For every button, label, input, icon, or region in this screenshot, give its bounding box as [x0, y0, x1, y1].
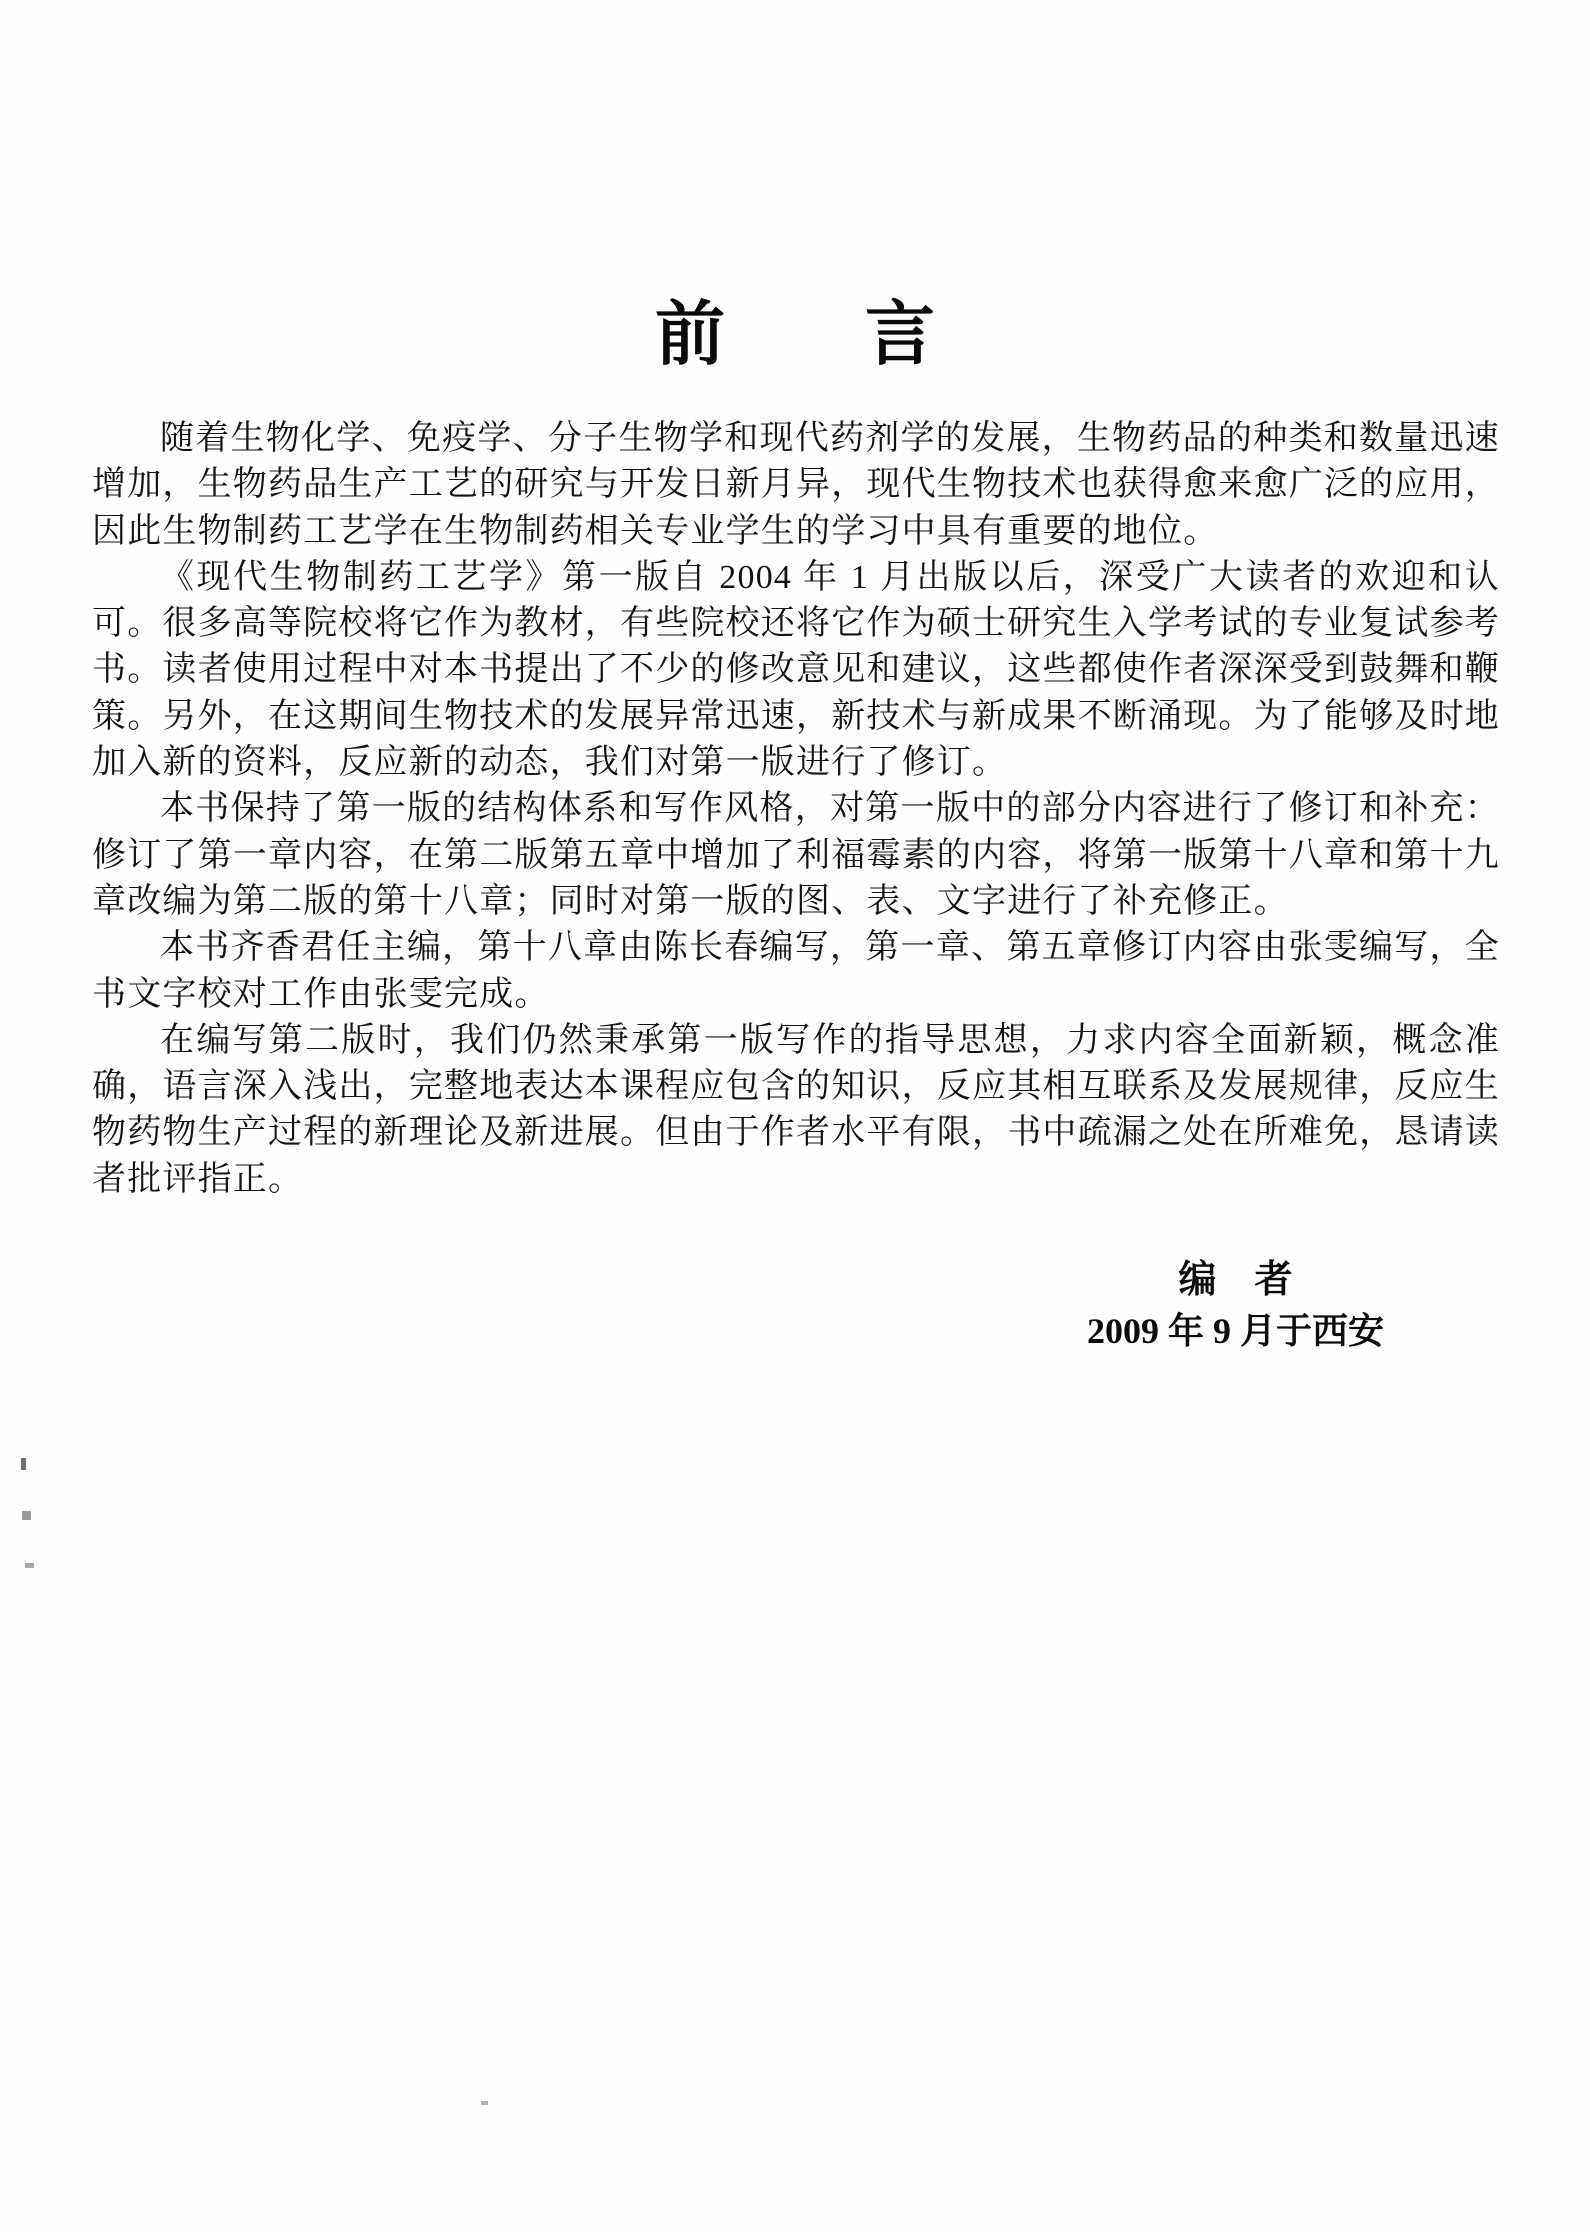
scan-artifact — [22, 1511, 31, 1520]
page-title: 前 言 — [655, 295, 935, 373]
scan-artifact — [25, 1563, 34, 1568]
signature-date: 2009 年 9 月于西安 — [1086, 1311, 1384, 1351]
scan-artifact — [481, 2101, 488, 2105]
paragraph: 随着生物化学、免疫学、分子生物学和现代药剂学的发展，生物药品的种类和数量迅速增加，生物药品生产工艺的研究与开发日新月异，现代生物技术也获得愈来愈广泛的应用，因此生物制药工艺学在生物制药相关专业学生的学习中具有重要的地位。 — [92, 420, 1500, 550]
signature-block — [1087, 1254, 1384, 1356]
paragraph: 本书保持了第一版的结构体系和写作风格，对第一版中的部分内容进行了修订和补充：修订了第一章内容，在第二版第五章中增加了利福霉素的内容，将第一版第十八章和第十九章改编为第二版的第十八章；同时对第一版的图、表、文字进行了补充修正。 — [92, 790, 1500, 920]
paragraph: 在编写第二版时，我们仍然秉承第一版写作的指导思想，力求内容全面新颖，概念准确，语言深入浅出，完整地表达本课程应包含的知识，反应其相互联系及发展规律，反应生物药物生产过程的新理论及新进展。但由于作者水平有限，书中疏漏之处在所难免，恳请读者批评指正。 — [92, 1021, 1500, 1198]
signature-author: 编 者 — [1178, 1259, 1293, 1301]
preface-body — [92, 416, 1500, 1203]
paragraph: 《现代生物制药工艺学》第一版自 2004 年 1 月出版以后，深受广大读者的欢迎和认可。很多高等院校将它作为教材，有些院校还将它作为硕士研究生入学考试的专业复试参考书。读者使用过程中对本书提出了不少的修改意见和建议，这些都使作者深深受到鼓舞和鞭策。另外，在这期间生物技术的发展异常迅速，新技术与新成果不断涌现。为了能够及时地加入新的资料，反应新的动态，我们对第一版进行了修订。 — [92, 558, 1500, 782]
paragraph: 本书齐香君任主编，第十八章由陈长春编写，第一章、第五章修订内容由张雯编写，全书文字校对工作由张雯完成。 — [92, 929, 1500, 1013]
scan-artifact — [21, 1458, 26, 1470]
